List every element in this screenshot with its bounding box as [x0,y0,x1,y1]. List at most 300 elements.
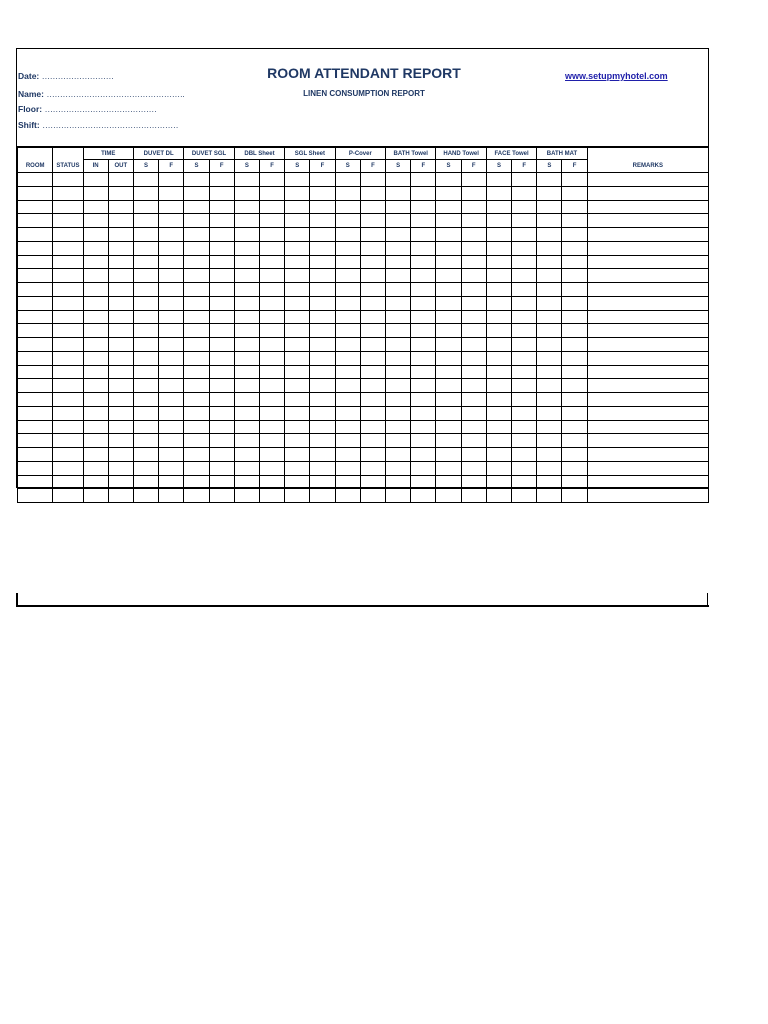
table-cell[interactable] [562,420,587,434]
table-cell[interactable] [209,310,234,324]
table-cell[interactable] [310,214,335,228]
table-cell[interactable] [411,296,436,310]
table-cell[interactable] [486,475,511,489]
table-cell[interactable] [234,420,259,434]
table-cell[interactable] [360,448,385,462]
table-cell[interactable] [461,448,486,462]
table-cell[interactable] [587,324,708,338]
table-cell[interactable] [310,406,335,420]
table-cell[interactable] [436,214,461,228]
table-cell[interactable] [562,269,587,283]
table-cell[interactable] [53,200,83,214]
table-cell[interactable] [83,365,108,379]
table-cell[interactable] [587,379,708,393]
table-cell[interactable] [133,489,158,503]
table-cell[interactable] [562,255,587,269]
table-cell[interactable] [436,241,461,255]
table-cell[interactable] [335,186,360,200]
table-cell[interactable] [133,475,158,489]
table-cell[interactable] [335,269,360,283]
table-cell[interactable] [133,324,158,338]
table-cell[interactable] [562,338,587,352]
table-cell[interactable] [386,338,411,352]
table-cell[interactable] [461,489,486,503]
table-cell[interactable] [184,351,209,365]
date-field[interactable] [18,71,114,81]
table-cell[interactable] [335,324,360,338]
table-cell[interactable] [184,296,209,310]
table-cell[interactable] [285,255,310,269]
table-cell[interactable] [436,393,461,407]
table-cell[interactable] [411,393,436,407]
table-cell[interactable] [108,228,133,242]
table-cell[interactable] [133,310,158,324]
table-cell[interactable] [587,393,708,407]
table-cell[interactable] [209,393,234,407]
table-cell[interactable] [436,434,461,448]
table-cell[interactable] [461,228,486,242]
table-cell[interactable] [486,173,511,187]
table-cell[interactable] [83,338,108,352]
table-cell[interactable] [486,434,511,448]
table-cell[interactable] [360,241,385,255]
table-cell[interactable] [285,269,310,283]
table-cell[interactable] [411,241,436,255]
table-cell[interactable] [486,228,511,242]
table-cell[interactable] [562,228,587,242]
table-cell[interactable] [234,461,259,475]
table-cell[interactable] [537,475,562,489]
table-cell[interactable] [53,296,83,310]
table-cell[interactable] [184,310,209,324]
table-cell[interactable] [259,338,284,352]
table-cell[interactable] [53,310,83,324]
table-cell[interactable] [53,338,83,352]
table-cell[interactable] [512,283,537,297]
table-cell[interactable] [133,379,158,393]
table-cell[interactable] [562,406,587,420]
table-cell[interactable] [411,338,436,352]
table-cell[interactable] [537,420,562,434]
table-cell[interactable] [562,379,587,393]
table-cell[interactable] [53,420,83,434]
table-cell[interactable] [83,241,108,255]
table-cell[interactable] [108,475,133,489]
table-cell[interactable] [310,448,335,462]
table-cell[interactable] [587,228,708,242]
table-cell[interactable] [436,338,461,352]
table-cell[interactable] [18,379,53,393]
table-cell[interactable] [360,296,385,310]
table-cell[interactable] [537,434,562,448]
table-cell[interactable] [461,214,486,228]
table-cell[interactable] [234,324,259,338]
table-cell[interactable] [108,241,133,255]
table-cell[interactable] [562,393,587,407]
table-cell[interactable] [386,255,411,269]
table-cell[interactable] [108,406,133,420]
table-cell[interactable] [461,310,486,324]
table-cell[interactable] [436,269,461,283]
table-cell[interactable] [386,173,411,187]
table-cell[interactable] [411,310,436,324]
table-cell[interactable] [18,351,53,365]
table-cell[interactable] [335,310,360,324]
table-cell[interactable] [512,173,537,187]
table-cell[interactable] [184,255,209,269]
table-cell[interactable] [436,310,461,324]
table-cell[interactable] [486,310,511,324]
table-cell[interactable] [259,351,284,365]
table-cell[interactable] [436,173,461,187]
table-cell[interactable] [108,283,133,297]
table-cell[interactable] [18,296,53,310]
table-cell[interactable] [310,324,335,338]
table-cell[interactable] [108,173,133,187]
table-cell[interactable] [512,365,537,379]
table-cell[interactable] [512,434,537,448]
table-cell[interactable] [184,489,209,503]
table-cell[interactable] [159,255,184,269]
table-cell[interactable] [486,269,511,283]
table-cell[interactable] [259,214,284,228]
table-cell[interactable] [335,228,360,242]
table-cell[interactable] [386,365,411,379]
table-cell[interactable] [360,173,385,187]
table-cell[interactable] [486,379,511,393]
table-cell[interactable] [310,434,335,448]
table-cell[interactable] [234,489,259,503]
table-cell[interactable] [436,489,461,503]
table-cell[interactable] [285,296,310,310]
table-cell[interactable] [587,351,708,365]
table-cell[interactable] [234,406,259,420]
table-cell[interactable] [159,406,184,420]
table-cell[interactable] [562,214,587,228]
table-cell[interactable] [285,434,310,448]
table-cell[interactable] [259,365,284,379]
table-cell[interactable] [411,448,436,462]
table-cell[interactable] [360,406,385,420]
table-cell[interactable] [461,393,486,407]
table-cell[interactable] [360,393,385,407]
table-cell[interactable] [53,461,83,475]
table-cell[interactable] [259,434,284,448]
table-cell[interactable] [234,269,259,283]
table-cell[interactable] [335,351,360,365]
table-cell[interactable] [587,241,708,255]
table-cell[interactable] [461,406,486,420]
table-cell[interactable] [108,186,133,200]
table-cell[interactable] [159,186,184,200]
table-cell[interactable] [386,228,411,242]
table-cell[interactable] [386,200,411,214]
table-cell[interactable] [486,255,511,269]
table-cell[interactable] [133,269,158,283]
table-cell[interactable] [537,324,562,338]
table-cell[interactable] [360,420,385,434]
table-cell[interactable] [537,379,562,393]
table-cell[interactable] [108,310,133,324]
table-cell[interactable] [486,283,511,297]
table-cell[interactable] [184,173,209,187]
table-cell[interactable] [310,489,335,503]
table-cell[interactable] [587,214,708,228]
table-cell[interactable] [108,269,133,283]
table-cell[interactable] [234,393,259,407]
table-cell[interactable] [108,461,133,475]
table-cell[interactable] [310,186,335,200]
table-cell[interactable] [512,489,537,503]
table-cell[interactable] [486,200,511,214]
table-cell[interactable] [108,351,133,365]
table-cell[interactable] [386,296,411,310]
table-cell[interactable] [83,489,108,503]
table-cell[interactable] [360,186,385,200]
table-cell[interactable] [285,420,310,434]
table-cell[interactable] [486,365,511,379]
table-cell[interactable] [537,228,562,242]
table-cell[interactable] [285,200,310,214]
table-cell[interactable] [537,351,562,365]
table-cell[interactable] [386,420,411,434]
table-cell[interactable] [209,200,234,214]
table-cell[interactable] [209,214,234,228]
table-cell[interactable] [335,434,360,448]
table-cell[interactable] [411,186,436,200]
table-cell[interactable] [512,324,537,338]
table-cell[interactable] [537,489,562,503]
table-cell[interactable] [83,393,108,407]
table-cell[interactable] [133,420,158,434]
table-cell[interactable] [159,269,184,283]
table-cell[interactable] [587,489,708,503]
table-cell[interactable] [184,379,209,393]
table-cell[interactable] [184,241,209,255]
table-cell[interactable] [436,461,461,475]
table-cell[interactable] [108,489,133,503]
table-cell[interactable] [234,255,259,269]
table-cell[interactable] [562,351,587,365]
table-cell[interactable] [386,448,411,462]
table-cell[interactable] [537,283,562,297]
table-cell[interactable] [436,324,461,338]
table-cell[interactable] [461,173,486,187]
table-cell[interactable] [133,283,158,297]
table-cell[interactable] [486,296,511,310]
table-cell[interactable] [259,255,284,269]
table-cell[interactable] [335,241,360,255]
table-cell[interactable] [234,434,259,448]
table-cell[interactable] [53,283,83,297]
table-cell[interactable] [562,241,587,255]
table-cell[interactable] [159,324,184,338]
table-cell[interactable] [537,296,562,310]
table-cell[interactable] [562,310,587,324]
table-cell[interactable] [285,338,310,352]
table-cell[interactable] [83,186,108,200]
table-cell[interactable] [108,214,133,228]
table-cell[interactable] [486,324,511,338]
table-cell[interactable] [587,365,708,379]
table-cell[interactable] [159,448,184,462]
table-cell[interactable] [587,461,708,475]
floor-field[interactable] [18,104,156,114]
table-cell[interactable] [18,489,53,503]
table-cell[interactable] [486,406,511,420]
name-field[interactable] [18,89,184,99]
table-cell[interactable] [411,324,436,338]
table-cell[interactable] [18,214,53,228]
table-cell[interactable] [436,379,461,393]
table-cell[interactable] [83,434,108,448]
table-cell[interactable] [184,200,209,214]
table-cell[interactable] [159,475,184,489]
table-cell[interactable] [53,324,83,338]
table-cell[interactable] [53,269,83,283]
table-cell[interactable] [285,379,310,393]
table-cell[interactable] [537,338,562,352]
table-cell[interactable] [209,475,234,489]
table-cell[interactable] [234,296,259,310]
table-cell[interactable] [512,461,537,475]
table-cell[interactable] [335,475,360,489]
table-cell[interactable] [386,269,411,283]
table-cell[interactable] [461,324,486,338]
table-cell[interactable] [159,296,184,310]
table-cell[interactable] [512,393,537,407]
table-cell[interactable] [360,310,385,324]
table-cell[interactable] [18,338,53,352]
table-cell[interactable] [310,338,335,352]
table-cell[interactable] [335,393,360,407]
table-cell[interactable] [537,173,562,187]
table-cell[interactable] [537,365,562,379]
table-cell[interactable] [537,186,562,200]
table-cell[interactable] [436,420,461,434]
table-cell[interactable] [18,393,53,407]
table-cell[interactable] [512,296,537,310]
table-cell[interactable] [209,406,234,420]
table-cell[interactable] [53,255,83,269]
table-cell[interactable] [133,393,158,407]
table-cell[interactable] [335,338,360,352]
table-cell[interactable] [18,255,53,269]
website-link[interactable]: www.setupmyhotel.com [565,71,668,81]
table-cell[interactable] [587,173,708,187]
table-cell[interactable] [159,461,184,475]
table-cell[interactable] [234,310,259,324]
table-cell[interactable] [159,489,184,503]
table-cell[interactable] [83,283,108,297]
table-cell[interactable] [184,448,209,462]
table-cell[interactable] [335,173,360,187]
table-cell[interactable] [360,461,385,475]
table-cell[interactable] [234,186,259,200]
table-cell[interactable] [285,173,310,187]
table-cell[interactable] [234,228,259,242]
table-cell[interactable] [184,365,209,379]
table-cell[interactable] [587,200,708,214]
table-cell[interactable] [259,296,284,310]
table-cell[interactable] [386,283,411,297]
table-cell[interactable] [209,448,234,462]
table-cell[interactable] [512,310,537,324]
table-cell[interactable] [209,283,234,297]
table-cell[interactable] [436,200,461,214]
table-cell[interactable] [53,241,83,255]
table-cell[interactable] [461,475,486,489]
table-cell[interactable] [18,241,53,255]
table-cell[interactable] [133,241,158,255]
table-cell[interactable] [53,475,83,489]
table-cell[interactable] [562,186,587,200]
table-cell[interactable] [184,186,209,200]
table-cell[interactable] [83,379,108,393]
table-cell[interactable] [83,351,108,365]
table-cell[interactable] [209,296,234,310]
table-cell[interactable] [562,448,587,462]
table-cell[interactable] [18,434,53,448]
table-cell[interactable] [108,379,133,393]
table-cell[interactable] [335,200,360,214]
table-cell[interactable] [108,420,133,434]
table-cell[interactable] [108,255,133,269]
table-cell[interactable] [436,365,461,379]
table-cell[interactable] [83,214,108,228]
table-cell[interactable] [587,255,708,269]
table-cell[interactable] [285,351,310,365]
table-cell[interactable] [184,434,209,448]
table-cell[interactable] [386,461,411,475]
table-cell[interactable] [83,296,108,310]
table-cell[interactable] [133,434,158,448]
table-cell[interactable] [18,186,53,200]
table-cell[interactable] [184,269,209,283]
table-cell[interactable] [360,379,385,393]
table-cell[interactable] [53,351,83,365]
table-cell[interactable] [83,448,108,462]
table-cell[interactable] [234,241,259,255]
table-cell[interactable] [512,214,537,228]
table-cell[interactable] [259,283,284,297]
table-cell[interactable] [209,351,234,365]
table-cell[interactable] [53,214,83,228]
table-cell[interactable] [486,241,511,255]
table-cell[interactable] [108,200,133,214]
table-cell[interactable] [53,173,83,187]
table-cell[interactable] [133,214,158,228]
table-cell[interactable] [461,434,486,448]
table-cell[interactable] [18,406,53,420]
table-cell[interactable] [411,379,436,393]
table-cell[interactable] [209,365,234,379]
table-cell[interactable] [436,228,461,242]
table-cell[interactable] [436,186,461,200]
table-cell[interactable] [18,200,53,214]
table-cell[interactable] [285,241,310,255]
table-cell[interactable] [285,365,310,379]
table-cell[interactable] [360,228,385,242]
table-cell[interactable] [587,475,708,489]
table-cell[interactable] [83,200,108,214]
table-cell[interactable] [133,200,158,214]
table-cell[interactable] [83,420,108,434]
table-cell[interactable] [360,365,385,379]
table-cell[interactable] [537,241,562,255]
table-cell[interactable] [562,489,587,503]
table-cell[interactable] [259,461,284,475]
